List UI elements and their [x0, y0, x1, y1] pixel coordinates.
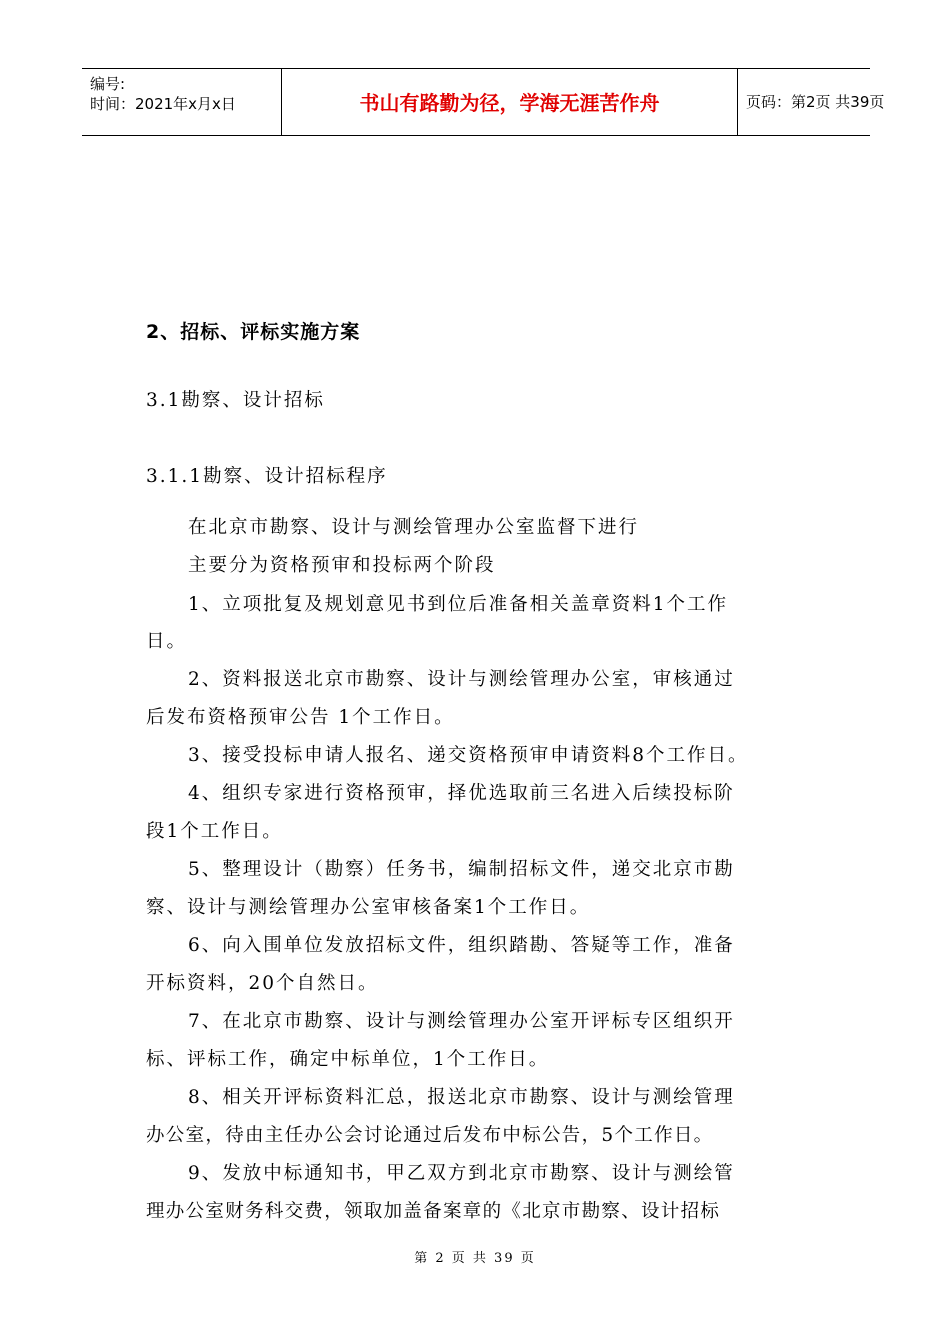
body-line: 在北京市勘察、设计与测绘管理办公室监督下进行 — [188, 517, 640, 538]
body-line: 7、在北京市勘察、设计与测绘管理办公室开评标专区组织开 — [188, 1011, 735, 1032]
body-line: 1、立项批复及规划意见书到位后准备相关盖章资料1个工作 — [188, 594, 729, 615]
body-line: 8、相关开评标资料汇总，报送北京市勘察、设计与测绘管理 — [188, 1087, 735, 1108]
header-table — [82, 68, 885, 136]
body-line: 察、设计与测绘管理办公室审核备案1个工作日。 — [146, 897, 591, 918]
body-line: 2、资料报送北京市勘察、设计与测绘管理办公室，审核通过 — [188, 669, 735, 690]
section-title: 2、招标、评标实施方案 — [146, 321, 361, 343]
body-line: 6、向入围单位发放招标文件，组织踏勘、答疑等工作，准备 — [188, 935, 735, 956]
body-line: 9、发放中标通知书，甲乙双方到北京市勘察、设计与测绘管 — [188, 1163, 735, 1184]
body-line: 主要分为资格预审和投标两个阶段 — [188, 555, 496, 576]
body-line: 后发布资格预审公告 1个工作日。 — [146, 707, 455, 728]
page-info: 页码：第2页 共39页 — [746, 93, 885, 111]
body-line: 理办公室财务科交费，领取加盖备案章的《北京市勘察、设计招标 — [146, 1201, 721, 1222]
header-cell-motto — [282, 69, 738, 135]
body-line: 办公室，待由主任办公会讨论通过后发布中标公告，5个工作日。 — [146, 1125, 714, 1146]
body-line: 开标资料，20个自然日。 — [146, 973, 379, 994]
body-line: 段1个工作日。 — [146, 821, 283, 842]
motto-text: 书山有路勤为径，学海无涯苦作舟 — [359, 91, 660, 115]
subsection-heading: 3.1勘察、设计招标 — [146, 390, 325, 411]
body-line: 4、组织专家进行资格预审，择优选取前三名进入后续投标阶 — [188, 783, 735, 804]
number-label: 编号: — [90, 75, 126, 93]
body-line: 3、接受投标申请人报名、递交资格预审申请资料8个工作日。 — [188, 745, 749, 766]
time-label: 时间：2021年x月x日 — [90, 95, 236, 113]
body-line: 标、评标工作，确定中标单位，1个工作日。 — [146, 1049, 550, 1070]
header-cell-page — [738, 69, 885, 135]
body-line: 日。 — [146, 631, 188, 652]
page-footer: 第 2 页 共 39 页 — [414, 1251, 536, 1266]
body-line: 5、整理设计（勘察）任务书，编制招标文件，递交北京市勘 — [188, 859, 735, 880]
header-cell-meta — [82, 69, 282, 135]
subsubsection-heading: 3.1.1勘察、设计招标程序 — [146, 466, 388, 487]
